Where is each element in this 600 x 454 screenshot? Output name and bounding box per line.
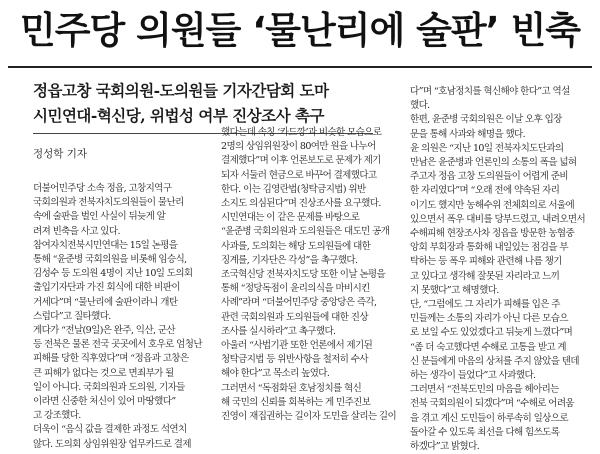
article-line: 신 분들에게 마음의 상처를 주지 않았을 텐데 (410, 355, 579, 367)
article-line: 큰 피해가 없다는 것으로 면죄부가 될 (33, 367, 174, 379)
article-line: 스럽다”고 질타했다. (33, 310, 111, 322)
article-line: 조사를 실시하라”고 촉구했다. (221, 325, 336, 337)
article-line: 관련 국회의원과 도의원들에 대한 진상 (221, 311, 368, 323)
article-line: 그러면서 “독점화된 호남정치를 혁신 (221, 382, 362, 394)
article-column-2 (221, 126, 399, 424)
article-line: 지 못했다”고 해명했다. (410, 284, 499, 296)
article-line: 한편, 윤준병 국회의원은 이날 오후 입장 (410, 114, 562, 126)
article-line: 이라면 신중한 처신이 있어 마땅했다” (33, 396, 176, 408)
article-line: 려져 빈축을 사고 있다. (33, 225, 120, 237)
article-line: 통해 “윤준병 국회의원을 비롯해 임승식, (33, 254, 187, 266)
article-line: 등 전북은 물론 전국 곳곳에서 호우로 엄청난 (33, 339, 202, 351)
subheadline (33, 78, 363, 128)
article-line: 전북 국회의원이 되겠다”며 “수해로 어려움 (410, 398, 575, 410)
article-line: 출입기자단과 가진 회식에 대한 비판이 (33, 282, 180, 294)
article-line: 사과를, 도의회는 해당 도의원들에 대한 (221, 240, 371, 252)
article-line: 소지도 의심된다”며 진상조사를 요구했다. (221, 198, 381, 210)
article-line: 다”며 “호남정치를 혁신해야 한다”고 역설 (410, 86, 570, 97)
article-line: 더불어민주당 소속 정읍, 고창지역구 (33, 183, 172, 194)
article-line: 고 있다고 생각해 잘못된 자리라고 느끼 (410, 270, 560, 282)
article-line: 않다. 도의회 상임위원장 업무카드로 결제 (33, 438, 191, 450)
article-line: 이기도 했지만 농해수위 전체회의로 서울에 (410, 199, 575, 211)
article-line: 했다는데 속칭 ‘카드깡’과 비슷한 모습으로 (221, 127, 382, 138)
article-line: 2명의 상임위원장이 80여만 원을 나누어 (221, 141, 376, 153)
article-line: 거세다”며 “물난리에 술판이라니 개탄 (33, 296, 178, 308)
article-line: 참여자치전북시민연대는 15일 논평을 (33, 239, 178, 251)
article-line: 게다가 “전날(9일)은 완주, 익산, 군산 (33, 325, 175, 337)
article-line: 윤 의원은 “지난 10일 전북자치도단과의 (410, 142, 564, 154)
subheadline-line: 시민연대-혁신당, 위법성 여부 진상조사 촉구 (33, 106, 324, 125)
headline-divider (8, 66, 592, 68)
article-line: 아울러 “사법기관 또한 언론에서 제기된 (221, 340, 373, 352)
article-line: 만남은 윤준병과 언론인의 소통의 폭을 넓혀 (410, 157, 577, 169)
article-line: 문을 통해 사과와 해명을 했다. (410, 128, 526, 140)
article-line: 더욱이 “음식 값을 결제한 과정도 석연치 (33, 424, 187, 436)
article-line: 조국혁신당 전북자치도당 또한 이날 논평을 (221, 269, 386, 281)
article-line: 김성수 등 도의원 4명이 지난 10일 도의회 (33, 268, 193, 280)
article-line: 하는 생각이 들었다”고 사과했다. (410, 370, 536, 382)
article-line: 진영이 재집권하는 길이자 도민을 살리는 길이 (221, 411, 397, 423)
article-line: 로 보일 수도 있었겠다고 뒤늦게 느꼈다”며 (410, 327, 573, 339)
article-line: 시민연대는 이 같은 문제를 바탕으로 (221, 212, 360, 224)
article-line: 피해를 당한 직후였다”며 “정읍과 고창은 (33, 353, 189, 365)
article-line: 단, “그럼에도 그 자리가 피해를 입은 주 (410, 299, 560, 311)
article-line: 수해피해 현장조사차 정읍을 방문한 농협중 (410, 228, 575, 240)
article-column-1 (33, 182, 211, 452)
article-line: 주고자 정읍 고창 도의원들이 어렵게 준비 (410, 171, 568, 183)
article-line: 해야 한다”고 목소리 높였다. (221, 368, 330, 380)
article-line: 징계를, 기자단은 각성”을 촉구했다. (221, 254, 358, 266)
article-line: 앙회 부회장과 통화해 내일있는 점검을 부 (410, 242, 568, 254)
article-line: 되자 서둘러 현금으로 바꾸어 결제했다고 (221, 169, 377, 181)
article-line: “윤준병 국회의원과 도의원들은 대도민 공개 (221, 226, 390, 238)
article-column-3 (410, 85, 592, 454)
article-line: 통해 “정당독점이 윤리의식을 마비시킨 (221, 283, 370, 295)
article-line: 하겠다”고 밝혔다. (410, 441, 480, 453)
byline: 정성학 기자 (33, 148, 88, 160)
article-line: 해 국민의 신뢰를 회복하는 게 민주진보 (221, 396, 371, 408)
article-line: 사례”라며 “더불어민주당 중앙당은 즉각, (221, 297, 377, 309)
article-line: 일이 아니다. 국회의원과 도의원, 기자들 (33, 381, 185, 393)
article-line: 결제했다”며 이후 언론보도로 문제가 제기 (221, 155, 381, 167)
subheadline-line: 정읍고창 국회의원-도의원들 기자간담회 도마 (33, 81, 329, 100)
article-line: 국회의원과 전북자치도의원들이 물난리 (33, 197, 184, 209)
article-line: 돌아갈 수 있도록 최선을 다해 힘쓰도록 (410, 426, 560, 438)
article-line: 있으면서 폭우 대비를 당부드렸고, 내려오면서 (410, 213, 586, 225)
headline: 민주당 의원들 ‘물난리에 술판’ 빈축 (19, 9, 581, 52)
article-line: 고 강조했다. (33, 410, 81, 422)
article-line: “좀 더 숙고했다면 수해로 고통을 받고 계 (410, 341, 567, 353)
article-line: 속에 술판을 벌인 사실이 뒤늦게 알 (33, 211, 166, 223)
article-line: 을 겪고 계신 도민들이 하루속히 일상으로 (410, 412, 568, 424)
article-line: 했다. (410, 100, 430, 112)
article-line: 민들께는 소통의 자리가 아닌 다른 모습으 (410, 313, 568, 325)
article-line: 그러면서 “전북도민의 마음을 헤아리는 (410, 384, 559, 396)
article-line: 한다. 이는 김영란법(청탁금지법) 위반 (221, 183, 366, 195)
article-line: 탁하는 등 폭우 피해와 관련해 나름 챙기 (410, 256, 562, 268)
article-line: 청탁금지법 등 위반사항을 철저히 수사 (221, 354, 368, 366)
article-line: 한 자리였다”며 “오래 전에 약속된 자리 (410, 185, 560, 197)
